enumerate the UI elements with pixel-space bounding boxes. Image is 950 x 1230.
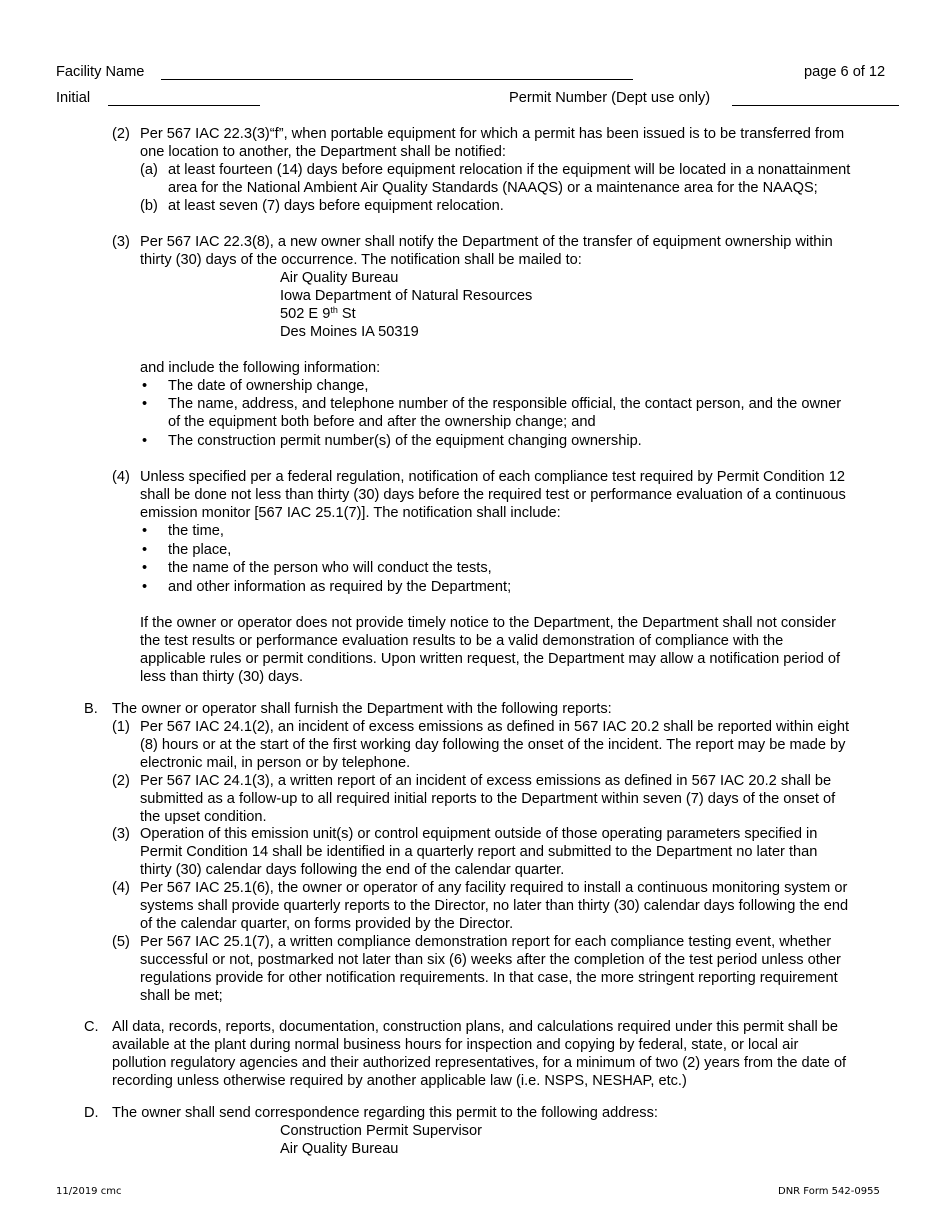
- address-ordinal: th: [330, 305, 338, 315]
- permit-number-field[interactable]: [732, 105, 899, 106]
- paragraph-line: Per 567 IAC 25.1(6), the owner or operator of any facility required to install a continuous monitoring system or: [140, 880, 848, 896]
- address-line: Air Quality Bureau: [280, 270, 399, 286]
- item-number: (3): [112, 826, 130, 842]
- paragraph-line: Unless specified per a federal regulation, notification of each compliance test required by Permit Condition 12: [140, 469, 845, 485]
- permit-number-label: Permit Number (Dept use only): [509, 90, 711, 106]
- bullet-icon: •: [142, 542, 148, 558]
- paragraph-line: electronic mail, in person or by telephone.: [140, 755, 411, 771]
- paragraph-line: of the calendar quarter, on forms provided by the Director.: [140, 916, 514, 932]
- bullet-icon: •: [142, 378, 148, 394]
- bullet-icon: •: [142, 433, 148, 449]
- paragraph-line: available at the plant during normal business hours for inspection and copying by federal, state, or local air: [112, 1037, 799, 1053]
- paragraph-line: regulations provide for other notification requirements. In that case, the more stringent reporting requirement: [140, 970, 838, 986]
- bullet-icon: •: [142, 579, 148, 595]
- paragraph-line: at least seven (7) days before equipment relocation.: [168, 198, 504, 214]
- initial-field[interactable]: [108, 105, 260, 106]
- address-line: Des Moines IA 50319: [280, 324, 419, 340]
- paragraph-line: less than thirty (30) days.: [140, 669, 304, 685]
- paragraph-line: pollution regulatory agencies and their authorized representatives, for a minimum of two (2) years from the date of: [112, 1055, 847, 1071]
- paragraph-line: area for the National Ambient Air Quality Standards (NAAQS) or a maintenance area for the NAAQS;: [168, 180, 818, 196]
- paragraph-line: thirty (30) days of the occurrence. The notification shall be mailed to:: [140, 252, 582, 268]
- sub-item-number: (b): [140, 198, 158, 214]
- item-number: (4): [112, 880, 130, 896]
- bullet-text: of the equipment both before and after the ownership change; and: [168, 414, 596, 430]
- paragraph-line: one location to another, the Department shall be notified:: [140, 144, 506, 160]
- bullet-text: The name, address, and telephone number of the responsible official, the contact person, and the owner: [168, 396, 842, 412]
- bullet-icon: •: [142, 523, 148, 539]
- address-street-suffix: St: [337, 306, 356, 322]
- paragraph-line: successful or not, postmarked not later than six (6) weeks after the completion of the test period unless other: [140, 952, 841, 968]
- address-line: Construction Permit Supervisor: [280, 1123, 482, 1139]
- paragraph-line: the upset condition.: [140, 809, 267, 825]
- paragraph-line: at least fourteen (14) days before equipment relocation if the equipment will be located in a nonattainment: [168, 162, 851, 178]
- paragraph-line: applicable rules or permit conditions. Upon written request, the Department may allow a notification period of: [140, 651, 841, 667]
- page-number: page 6 of 12: [804, 64, 886, 80]
- address-street: 502 E 9: [280, 306, 331, 322]
- paragraph-line: If the owner or operator does not provide timely notice to the Department, the Department shall not consider: [140, 615, 837, 631]
- paragraph-line: Per 567 IAC 22.3(8), a new owner shall notify the Department of the transfer of equipment ownership within: [140, 234, 833, 250]
- bullet-text: The date of ownership change,: [168, 378, 369, 394]
- item-number: (5): [112, 934, 130, 950]
- paragraph-line: All data, records, reports, documentation, construction plans, and calculations required under this permit shall be: [112, 1019, 839, 1035]
- paragraph-line: shall be met;: [140, 988, 223, 1004]
- initial-label: Initial: [56, 90, 91, 106]
- address-line: Air Quality Bureau: [280, 1141, 399, 1157]
- item-number: (2): [112, 126, 130, 142]
- paragraph-line: Per 567 IAC 24.1(2), an incident of excess emissions as defined in 567 IAC 20.2 shall be reported within eight: [140, 719, 850, 735]
- bullet-text: the place,: [168, 542, 232, 558]
- paragraph-line: shall be done not less than thirty (30) days before the required test or performance evaluation of a continuous: [140, 487, 846, 503]
- paragraph-line: the test results or performance evaluation results to be a valid demonstration of compliance with the: [140, 633, 784, 649]
- paragraph-line: systems shall provide quarterly reports to the Director, no later than thirty (30) calendar days following the end: [140, 898, 849, 914]
- paragraph-line: Operation of this emission unit(s) or control equipment outside of those operating parameters specified in: [140, 826, 818, 842]
- paragraph-line: submitted as a follow-up to all required initial reports to the Department within seven (7) days of the onset of: [140, 791, 836, 807]
- bullet-text: and other information as required by the Department;: [168, 579, 512, 595]
- paragraph-line: (8) hours or at the start of the first working day following the onset of the incident. The report may be made by: [140, 737, 846, 753]
- bullet-text: The construction permit number(s) of the equipment changing ownership.: [168, 433, 642, 449]
- section-intro: The owner shall send correspondence regarding this permit to the following address:: [112, 1105, 658, 1121]
- section-intro: The owner or operator shall furnish the Department with the following reports:: [112, 701, 612, 717]
- include-text: and include the following information:: [140, 360, 381, 376]
- sub-item-number: (a): [140, 162, 158, 178]
- paragraph-line: Per 567 IAC 24.1(3), a written report of an incident of excess emissions as defined in 567 IAC 20.2 shall be: [140, 773, 832, 789]
- address-line: [280, 305, 356, 323]
- bullet-icon: •: [142, 396, 148, 412]
- paragraph-line: Per 567 IAC 25.1(7), a written compliance demonstration report for each compliance testing event, whether: [140, 934, 832, 950]
- item-number: (4): [112, 469, 130, 485]
- section-letter: B.: [84, 701, 98, 717]
- item-number: (1): [112, 719, 130, 735]
- address-line: Iowa Department of Natural Resources: [280, 288, 533, 304]
- facility-name-label: Facility Name: [56, 64, 145, 80]
- footer-form-number: DNR Form 542-0955: [778, 1186, 880, 1197]
- footer-revision: 11/2019 cmc: [56, 1186, 122, 1197]
- paragraph-line: Per 567 IAC 22.3(3)“f”, when portable equipment for which a permit has been issued is to be transferred from: [140, 126, 845, 142]
- bullet-icon: •: [142, 560, 148, 576]
- paragraph-line: emission monitor [567 IAC 25.1(7)]. The notification shall include:: [140, 505, 561, 521]
- bullet-text: the time,: [168, 523, 224, 539]
- paragraph-line: Permit Condition 14 shall be identified in a quarterly report and submitted to the Department no later than: [140, 844, 818, 860]
- bullet-text: the name of the person who will conduct the tests,: [168, 560, 492, 576]
- item-number: (2): [112, 773, 130, 789]
- facility-name-field[interactable]: [161, 79, 633, 80]
- paragraph-line: thirty (30) calendar days following the end of the calendar quarter.: [140, 862, 565, 878]
- paragraph-line: recording unless otherwise required by another applicable law (i.e. NSPS, NESHAP, etc.): [112, 1073, 687, 1089]
- section-letter: C.: [84, 1019, 99, 1035]
- section-letter: D.: [84, 1105, 99, 1121]
- item-number: (3): [112, 234, 130, 250]
